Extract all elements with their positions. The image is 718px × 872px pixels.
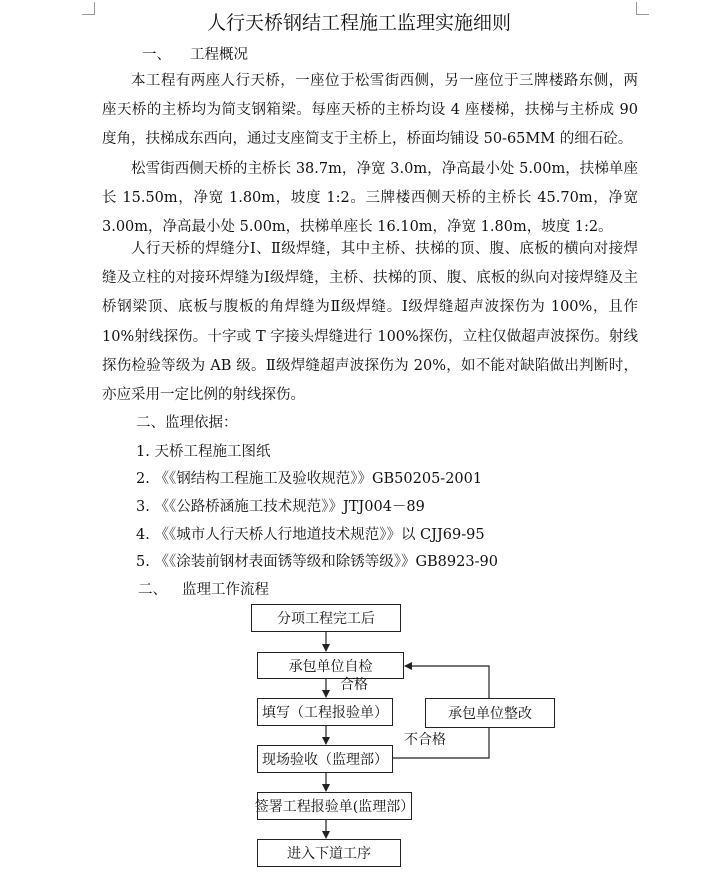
flow-box-self-check: 承包单位自检 <box>257 652 404 679</box>
reference-item: 2. 《《钢结构工程施工及验收规范》》GB50205-2001 <box>136 471 483 487</box>
paragraph-dimensions: 松雪街西侧天桥的主桥长 38.7m，净宽 3.0m，净高最小处 5.00m，扶梯单座长 15.50m，净宽 1.80m，坡度 1:2。三牌楼西侧天桥的主桥长 45.70m，净宽 3.00m，净高最小处 5.00m，扶梯单座长 16.10m，净宽 1.80m，坡度 1:2。 <box>102 161 638 236</box>
flow-box-rectify: 承包单位整改 <box>425 698 555 728</box>
flow-box-site-accept: 现场验收（监理部） <box>257 745 393 773</box>
reference-item: 4. 《《城市人行天桥人行地道技术规范》》以 CJJ69-95 <box>136 527 485 543</box>
paragraph-welds: 人行天桥的焊缝分Ⅰ、Ⅱ级焊缝，其中主桥、扶梯的顶、腹、底板的横向对接焊缝及立柱的对接环焊缝为Ⅰ级焊缝，主桥、扶梯的顶、腹、底板的纵向对接焊缝及主桥钢梁顶、底板与腹板的角焊缝为Ⅱ级焊缝。Ⅰ级焊缝超声波探伤为 100%，且作 10%射线探伤。十字或 T 字接头焊缝进行 100%探伤，立柱仅做超声波探伤。射线探伤检验等级为 AB 级。Ⅱ级焊缝超声波探伤为 20%，如不能对缺陷做出判断时，亦应采用一定比例的射线探伤。 <box>102 241 638 404</box>
flow-box-fill-form: 填写（工程报验单） <box>257 698 393 726</box>
reference-item: 3. 《《公路桥涵施工技术规范》》JTJ004－89 <box>136 499 425 515</box>
reference-item: 1. 天桥工程施工图纸 <box>136 444 271 460</box>
flow-box-sign-form: 签署工程报验单(监理部） <box>257 792 412 820</box>
flow-label-fail: 不合格 <box>404 732 446 748</box>
section-heading-basis: 二、监理依据： <box>136 415 238 431</box>
section-number: 二、 <box>138 582 167 598</box>
flow-label-pass: 合格 <box>340 677 368 693</box>
reference-item: 5. 《《涂装前钢材表面锈等级和除锈等级》》GB8923-90 <box>136 554 498 570</box>
section-title: 监理工作流程 <box>182 582 269 598</box>
section-title: 工程概况 <box>190 47 248 63</box>
document-title: 人行天桥钢结工程施工监理实施细则 <box>206 12 511 34</box>
flow-box-next-step: 进入下道工序 <box>257 839 401 867</box>
paragraph-overview: 本工程有两座人行天桥，一座位于松雪街西侧，另一座位于三牌楼路东侧，两座天桥的主桥均为简支钢箱梁。每座天桥的主桥均设 4 座楼梯，扶梯与主桥成 90 度角，扶梯成东西向，通过支座简支于主桥上，桥面均铺设 50-65MM 的细石砼。 <box>102 73 638 148</box>
flow-box-start: 分项工程完工后 <box>251 604 401 632</box>
section-number: 一、 <box>142 47 171 63</box>
arrow-rectify-to-selfcheck <box>405 666 489 698</box>
